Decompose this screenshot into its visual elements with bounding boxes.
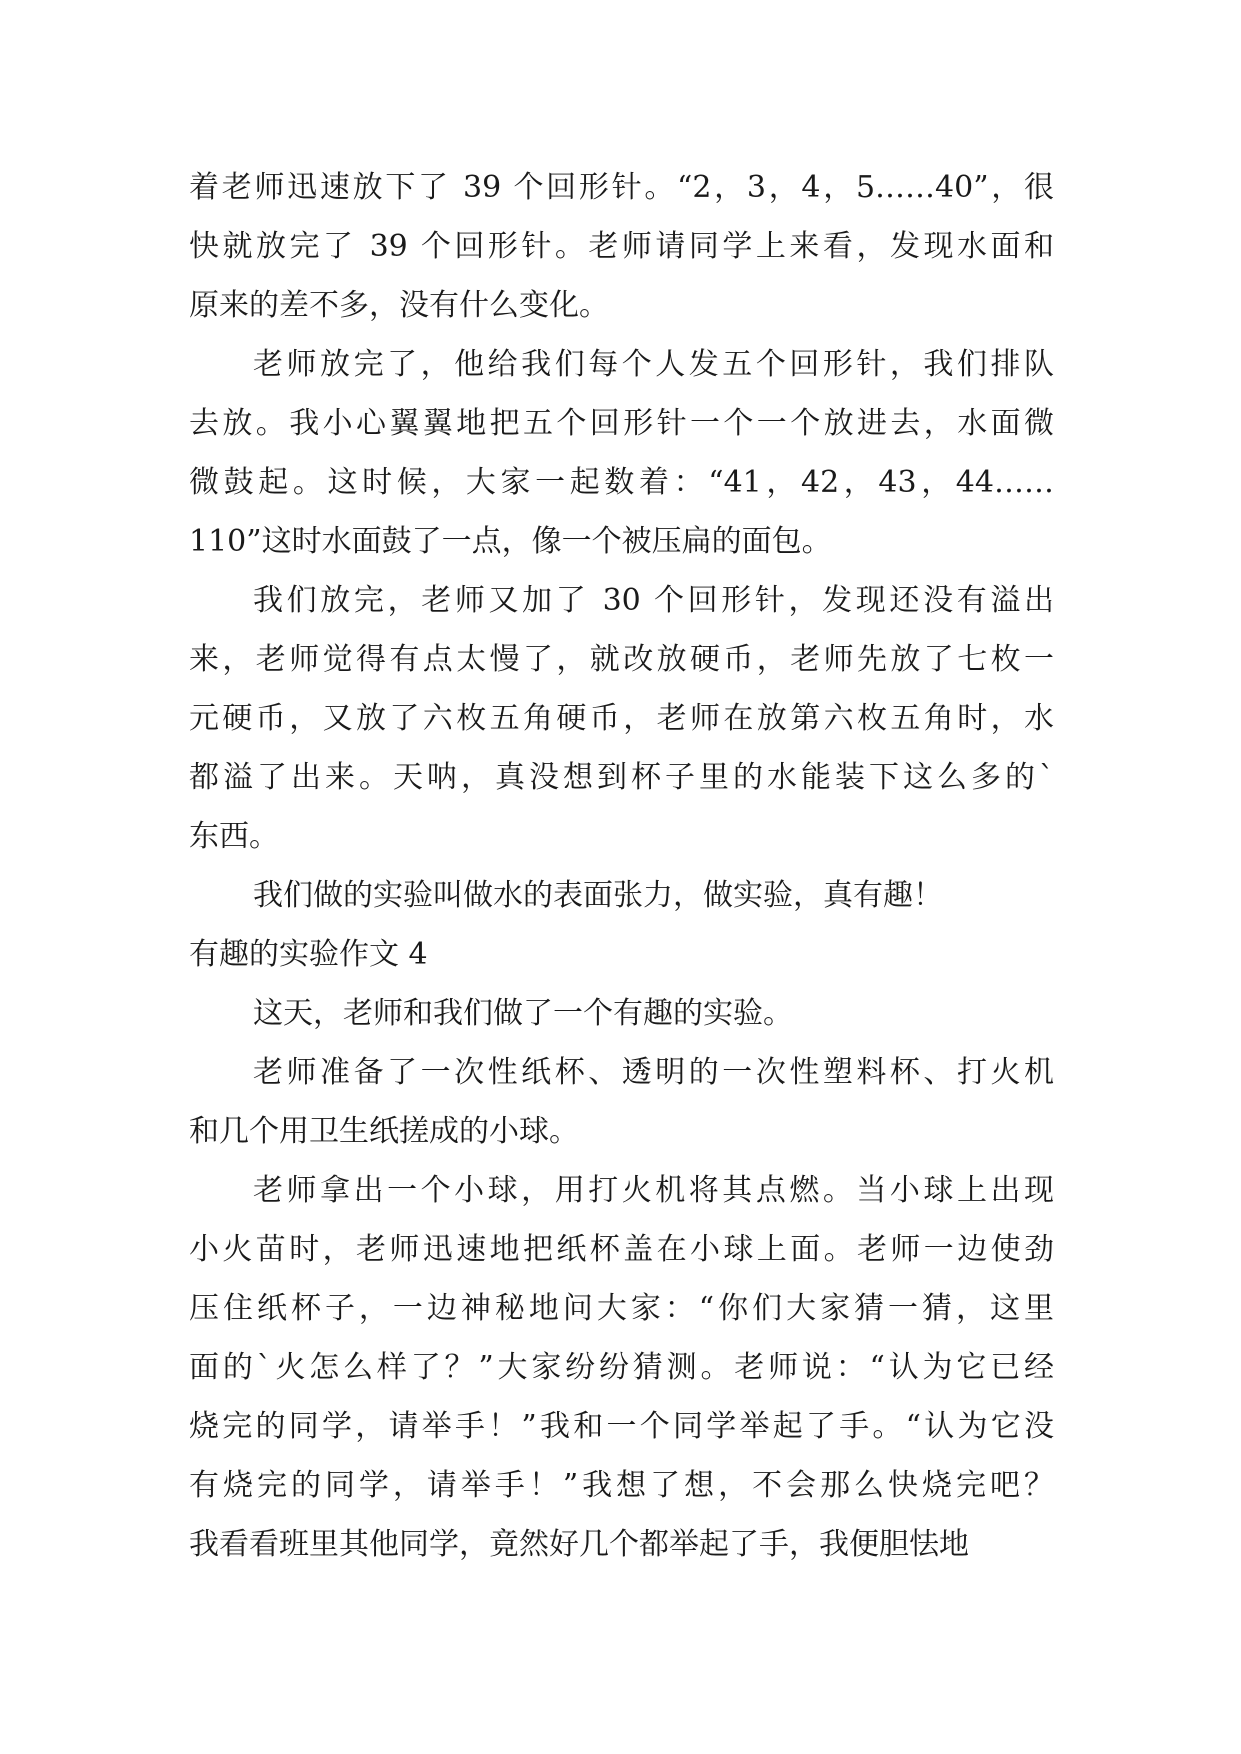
text-line: 110”这时水面鼓了一点，像一个被压扁的面包。: [189, 524, 832, 559]
text-line: 我们做的实验叫做水的表面张力，做实验，真有趣！: [253, 878, 943, 913]
text-line: 小火苗时，老师迅速地把纸杯盖在小球上面。老师一边使劲: [189, 1232, 1054, 1267]
document-body: [189, 158, 1054, 1574]
paragraph: [189, 1043, 1054, 1161]
text-line: 烧完的同学，请举手！”我和一个同学举起了手。“认为它没: [189, 1409, 1054, 1444]
paragraph: [189, 335, 1054, 571]
text-line: 原来的差不多，没有什么变化。: [189, 288, 609, 323]
heading-text: 有趣的实验作文 4: [189, 937, 428, 972]
text-line: 元硬币，又放了六枚五角硬币，老师在放第六枚五角时，水: [189, 701, 1054, 736]
text-line: 我们放完，老师又加了 30 个回形针，发现还没有溢出: [253, 583, 1054, 618]
text-line: 着老师迅速放下了 39 个回形针。“2，3，4，5……40”，很: [189, 170, 1054, 205]
text-line: 快就放完了 39 个回形针。老师请同学上来看，发现水面和: [189, 229, 1054, 264]
text-line: 东西。: [189, 819, 279, 854]
text-line: 面的`火怎么样了？”大家纷纷猜测。老师说：“认为它已经: [189, 1350, 1054, 1385]
section-heading: [189, 925, 1054, 984]
paragraph: [189, 1161, 1054, 1574]
text-line: 老师拿出一个小球，用打火机将其点燃。当小球上出现: [253, 1173, 1054, 1208]
text-line: 来，老师觉得有点太慢了，就改放硬币，老师先放了七枚一: [189, 642, 1054, 677]
text-line: 去放。我小心翼翼地把五个回形针一个一个放进去，水面微: [189, 406, 1054, 441]
paragraph: [189, 984, 1054, 1043]
text-line: 有烧完的同学，请举手！”我想了想，不会那么快烧完吧？: [189, 1468, 1054, 1503]
text-line: 老师准备了一次性纸杯、透明的一次性塑料杯、打火机: [253, 1055, 1054, 1090]
paragraph: [189, 571, 1054, 866]
text-line: 压住纸杯子，一边神秘地问大家：“你们大家猜一猜，这里: [189, 1291, 1054, 1326]
paragraph: [189, 866, 1054, 925]
text-line: 我看看班里其他同学，竟然好几个都举起了手，我便胆怯地: [189, 1527, 969, 1562]
text-line: 微鼓起。这时候，大家一起数着：“41，42，43，44……: [189, 465, 1054, 500]
text-line: 和几个用卫生纸搓成的小球。: [189, 1114, 579, 1149]
paragraph: [189, 158, 1054, 335]
text-line: 都溢了出来。天呐，真没想到杯子里的水能装下这么多的`: [189, 760, 1054, 795]
text-line: 这天，老师和我们做了一个有趣的实验。: [253, 996, 793, 1031]
text-line: 老师放完了，他给我们每个人发五个回形针，我们排队: [253, 347, 1054, 382]
